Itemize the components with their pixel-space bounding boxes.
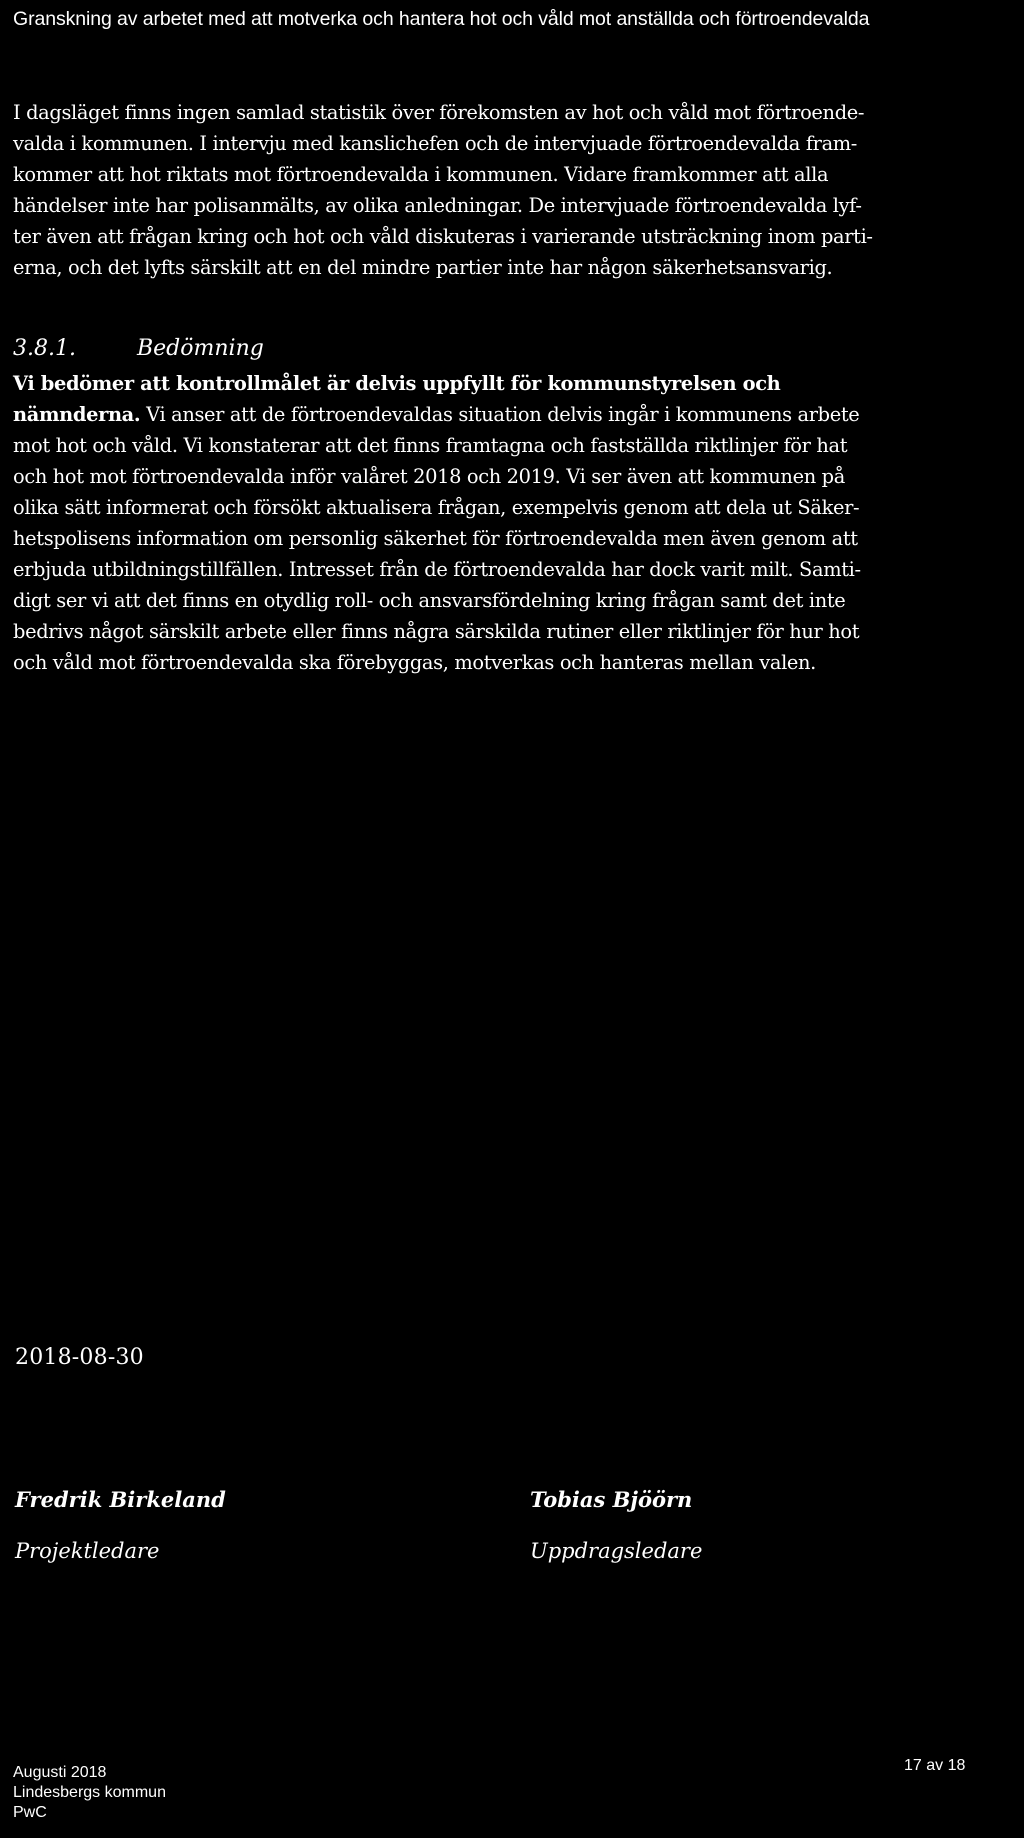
- signatory-role: Projektledare: [15, 1539, 160, 1563]
- assessment-paragraph: [13, 368, 1013, 678]
- signature-block: [15, 1486, 226, 1565]
- footer-date: Augusti 2018: [13, 1764, 107, 1781]
- text-line: och våld mot förtroendevalda ska förebyggas, motverkas och hanteras mellan valen.: [13, 651, 816, 674]
- text-line: olika sätt informerat och försökt aktualisera frågan, exempelvis genom att dela ut Säker-: [13, 496, 860, 519]
- text-line: händelser inte har polisanmälts, av olika anledningar. De intervjuade förtroendevalda lyf-: [13, 194, 862, 217]
- footer-client: Lindesbergs kommun: [13, 1784, 166, 1801]
- text-line: bedrivs något särskilt arbete eller finns några särskilda rutiner eller riktlinjer för hur hot: [13, 620, 860, 643]
- page-number: 17 av 18: [904, 1757, 966, 1774]
- text-line: erna, och det lyfts särskilt att en del mindre partier inte har någon säkerhetsansvarig.: [13, 256, 833, 279]
- text-line: mot hot och våld. Vi konstaterar att det finns framtagna och fastställda riktlinjer för hat: [13, 434, 848, 457]
- signatory-role: Uppdragsledare: [530, 1539, 703, 1563]
- report-date: 2018-08-30: [15, 1345, 144, 1370]
- text-line: hetspolisens information om personlig säkerhet för förtroendevalda men även genom att: [13, 527, 858, 550]
- text-fragment: Vi anser att de förtroendevaldas situation delvis ingår i kommunens arbete: [140, 403, 860, 426]
- signatory-name: Fredrik Birkeland: [15, 1487, 226, 1512]
- signatory-name: Tobias Bjöörn: [530, 1487, 693, 1512]
- running-header: Granskning av arbetet med att motverka och hantera hot och våld mot anställda och förtroendevalda: [13, 8, 870, 30]
- section-title: Bedömning: [137, 336, 264, 361]
- assessment-conclusion: Vi bedömer att kontrollmålet är delvis uppfyllt för kommunstyrelsen och: [13, 372, 781, 395]
- text-line: [13, 399, 1013, 430]
- text-line: och hot mot förtroendevalda inför valåret 2018 och 2019. Vi ser även att kommunen på: [13, 465, 845, 488]
- footer-info: [13, 1763, 166, 1823]
- section-heading: [13, 334, 264, 364]
- assessment-conclusion-end: nämnderna.: [13, 403, 141, 426]
- text-line: ter även att frågan kring och hot och våld diskuteras i varierande utsträckning inom parti-: [13, 225, 873, 248]
- text-line: kommer att hot riktats mot förtroendevalda i kommunen. Vidare framkommer att alla: [13, 163, 829, 186]
- text-line: digt ser vi att det finns en otydlig roll- och ansvarsfördelning kring frågan samt det inte: [13, 589, 846, 612]
- footer-company: PwC: [13, 1804, 47, 1821]
- text-line: erbjuda utbildningstillfällen. Intresset från de förtroendevalda har dock varit milt. Samti-: [13, 558, 861, 581]
- text-line: I dagsläget finns ingen samlad statistik över förekomsten av hot och våld mot förtroende-: [13, 101, 865, 124]
- text-line: valda i kommunen. I intervju med kanslichefen och de intervjuade förtroendevalda fram-: [13, 132, 858, 155]
- intro-paragraph: [13, 97, 1013, 283]
- signature-block: [530, 1486, 702, 1565]
- section-number: 3.8.1.: [13, 336, 76, 361]
